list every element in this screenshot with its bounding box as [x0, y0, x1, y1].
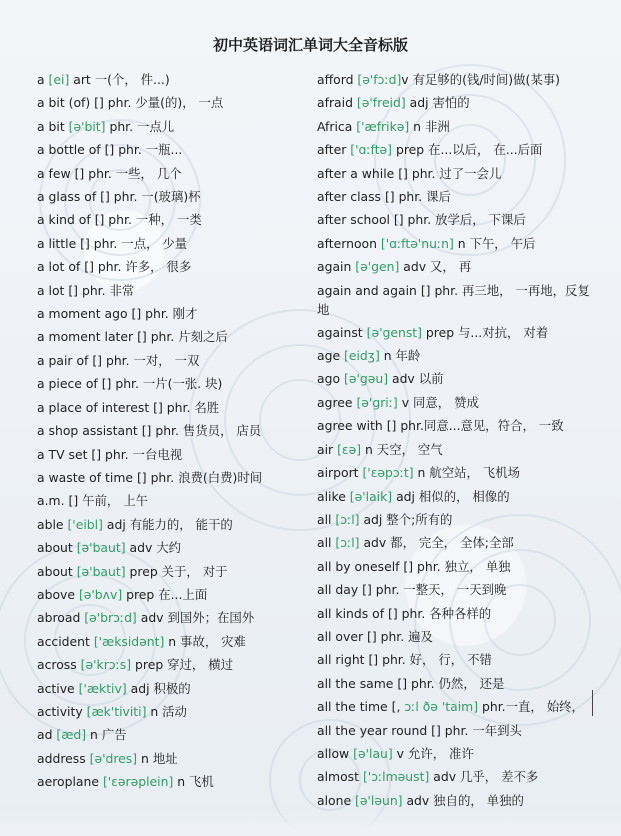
entry-rest: phr. 一点， 少量 — [93, 235, 188, 251]
entry-word: all the year round [] — [317, 722, 445, 738]
entry-ipa: [eidʒ] — [344, 348, 380, 364]
entry-word: against — [317, 324, 367, 340]
entry-word: almost — [317, 769, 363, 785]
vocab-entry — [37, 255, 299, 278]
entry-word: after school [] — [317, 212, 408, 228]
vocab-entry — [37, 653, 299, 676]
entry-rest: phr. 一对， 一双 — [105, 352, 200, 368]
vocab-entry — [37, 677, 299, 700]
vocab-entry — [317, 138, 599, 161]
entry-word: address — [37, 750, 90, 766]
vocab-entry — [37, 489, 299, 512]
entry-rest: adv 到国外；在国外 — [136, 610, 255, 626]
vocab-entry — [317, 91, 599, 114]
entry-ipa: [ə'griː] — [356, 394, 398, 410]
entry-ipa: [ə'dres] — [89, 750, 138, 766]
entry-ipa: [ə'ləun] — [355, 792, 403, 808]
entry-rest: phr. 仍然， 还是 — [410, 675, 505, 691]
entry-rest: n 事故， 灾难 — [164, 633, 246, 649]
entry-ipa: [ɔːl] — [335, 535, 360, 551]
entry-word: a moment later [] — [37, 329, 151, 345]
page-title: 初中英语词汇单词大全音标版 — [212, 36, 408, 54]
entry-rest: prep 关于， 对于 — [125, 563, 228, 579]
entry-ipa: [ə'gen] — [355, 259, 400, 275]
entry-ipa: ['ɛərəplein] — [102, 774, 174, 790]
right-column — [317, 68, 599, 812]
entry-ipa: ['æksidənt] — [93, 633, 165, 649]
entry-ipa: [ə'bit] — [68, 118, 106, 134]
entry-word: a kind of [] — [37, 212, 109, 228]
entry-ipa: [ɛə] — [337, 441, 362, 457]
vocab-entry — [37, 372, 299, 395]
entry-word: all — [317, 511, 336, 527]
vocab-entry — [317, 208, 599, 231]
vocab-entry — [37, 700, 299, 723]
entry-word: all the time [, — [317, 699, 405, 715]
entry-word: a lot of [] — [37, 259, 98, 275]
vocab-entry — [37, 325, 299, 348]
entry-rest: v 同意， 赞成 — [397, 394, 479, 410]
vocab-entry — [37, 185, 299, 208]
entry-rest: n 非洲 — [409, 118, 450, 134]
entry-word: all the same [] — [317, 675, 411, 691]
entry-word: all over [] — [317, 628, 381, 644]
entry-rest: phr. 非常 — [81, 282, 135, 298]
entry-word: a few [] — [37, 165, 89, 181]
vocab-entry — [317, 115, 599, 138]
entry-rest: phr. 刚才 — [145, 306, 198, 322]
entry-word: a — [37, 72, 49, 87]
entry-word: airport — [317, 465, 363, 481]
entry-rest: prep 穿过， 横过 — [131, 657, 234, 673]
entry-word: agree with [] — [317, 418, 401, 434]
entry-ipa: [ə'brɔːd] — [84, 610, 137, 626]
entry-word: all day [] — [317, 582, 376, 598]
entry-ipa: [ei] — [48, 72, 70, 87]
entry-rest: adv 独自的， 单独的 — [402, 792, 524, 808]
entry-rest: phr. 一瓶... — [118, 142, 183, 158]
entry-rest: phr. 浪费(白费)时间 — [150, 469, 263, 485]
entry-rest: phr. 过了一会儿 — [411, 165, 502, 181]
entry-rest: phr. 遍及 — [380, 628, 433, 644]
entry-rest: n 航空站， 飞机场 — [413, 465, 520, 481]
vocab-entry — [317, 672, 599, 695]
vocab-entry — [317, 648, 599, 671]
entry-rest: phr. 一整天， 一天到晚 — [375, 582, 507, 598]
entry-rest: phr. 一(玻璃)杯 — [113, 189, 201, 205]
vocab-entry — [317, 321, 599, 344]
entry-ipa: [æk'tiviti] — [86, 703, 147, 719]
vocab-entry — [37, 68, 299, 91]
entry-ipa: [ə'fɔːd] — [357, 72, 402, 87]
entry-rest: adv 都， 完全， 全体;全部 — [359, 535, 514, 551]
entry-word: again and again [] — [317, 282, 435, 298]
entry-rest: phr. 放学后， 下课后 — [407, 212, 526, 228]
entry-word: a waste of time [] — [37, 469, 151, 485]
vocab-entry — [37, 560, 299, 583]
entry-rest: phr. 独立， 单独 — [417, 558, 511, 574]
vocab-entry — [317, 185, 599, 208]
entry-rest: phr. 片刻之后 — [150, 329, 228, 345]
vocab-entry — [317, 719, 599, 742]
entry-word: agree — [317, 394, 357, 410]
entry-rest: phr. 一点儿 — [105, 118, 175, 134]
entry-rest: phr. 许多， 很多 — [97, 259, 192, 275]
entry-word: a bottle of [] — [37, 142, 119, 158]
entry-word: about — [37, 563, 77, 579]
entry-rest: phr. 名胜 — [166, 399, 220, 415]
entry-word: a shop assistant [] — [37, 423, 156, 439]
cursor-divider — [592, 690, 593, 716]
vocab-entry — [317, 367, 599, 390]
entry-rest: adj 害怕的 — [405, 95, 470, 111]
entry-word: after class [] — [317, 189, 399, 205]
entry-word: all kinds of [] — [317, 605, 402, 621]
entry-word: afford — [317, 72, 358, 87]
entry-word: again — [317, 259, 356, 275]
vocab-entry — [37, 606, 299, 629]
entry-word: a moment ago [] — [37, 306, 146, 322]
entry-word: afternoon — [317, 235, 381, 251]
vocab-entry — [317, 438, 599, 461]
vocab-entry — [37, 115, 299, 138]
entry-rest: phr. 一台电视 — [105, 446, 183, 462]
entry-ipa: [ɔːl] — [335, 511, 360, 527]
vocab-entry — [37, 232, 299, 255]
entry-rest: 午前， 上午 — [82, 493, 148, 509]
entry-word: alike — [317, 488, 350, 504]
vocab-entry — [37, 279, 299, 302]
entry-word: all right [] — [317, 652, 383, 668]
vocab-entry — [37, 723, 299, 746]
entry-word: active — [37, 680, 79, 696]
entry-word: all by oneself [] — [317, 558, 418, 574]
entry-word: a piece of [] — [37, 376, 116, 392]
entry-rest: phr. 一片(一张. 块) — [115, 376, 223, 392]
entry-word: able — [37, 516, 68, 532]
vocab-entry — [37, 302, 299, 325]
entry-word: a lot [] — [37, 282, 82, 298]
entry-word: about — [37, 540, 77, 556]
entry-ipa: [æd] — [56, 727, 87, 743]
vocab-entry — [317, 765, 599, 788]
entry-ipa: [ə'laik] — [349, 488, 393, 504]
vocab-entry — [37, 396, 299, 419]
vocab-entry — [317, 255, 599, 278]
vocab-entry — [37, 513, 299, 536]
entry-word: Africa — [317, 118, 357, 134]
entry-word: a glass of [] — [37, 189, 114, 205]
vocab-entry — [37, 770, 299, 793]
entry-ipa: [ə'lau] — [353, 745, 393, 761]
entry-rest: n 下午， 午后 — [453, 235, 536, 251]
entry-ipa: ['ɑːftə'nuːn] — [380, 235, 454, 251]
entry-ipa: [ə'genst] — [366, 324, 422, 340]
vocab-entry — [317, 162, 599, 185]
entry-ipa: [ə'freid] — [356, 95, 406, 111]
entry-rest: adv 又， 再 — [399, 259, 472, 275]
entry-rest: adj 积极的 — [126, 680, 191, 696]
vocab-entry — [317, 789, 599, 812]
entry-rest: phr. 再三地， 一再地，反复地 — [317, 282, 590, 317]
vocab-entry — [317, 414, 599, 437]
entry-rest: adv 几乎， 差不多 — [429, 769, 539, 785]
entry-word: all — [317, 535, 336, 551]
entry-rest: adj 相似的， 相像的 — [392, 488, 510, 504]
entry-rest: v 有足够的(钱/时间)做(某事) — [401, 72, 560, 87]
entry-word: after — [317, 142, 351, 158]
entry-word: a place of interest [] — [37, 399, 167, 415]
entry-word: air — [317, 441, 338, 457]
entry-rest: adv 以前 — [388, 371, 444, 387]
vocab-entry — [317, 344, 599, 367]
entry-word: a.m. [] — [37, 493, 83, 509]
vocab-entry — [317, 695, 599, 718]
vocab-entry — [317, 232, 599, 255]
entry-word: above — [37, 586, 79, 602]
entry-ipa: [ə'baut] — [76, 563, 126, 579]
entry-rest: phr. 一种， 一类 — [108, 212, 202, 228]
entry-word: accident — [37, 633, 94, 649]
vocab-entry — [317, 531, 599, 554]
entry-rest: phr. 少量(的)， 一点 — [107, 95, 224, 111]
vocab-entry — [317, 555, 599, 578]
vocab-entry — [317, 578, 599, 601]
entry-word: allow — [317, 745, 354, 761]
entry-rest: phr.一直， 始终， — [478, 699, 584, 715]
entry-ipa: ['eibl] — [67, 516, 103, 532]
entry-rest: prep 在...以后， 在...后面 — [392, 142, 543, 158]
entry-rest: phr. 课后 — [398, 189, 451, 205]
entry-rest: n 年龄 — [379, 348, 421, 364]
entry-rest: phr. 各种各样的 — [401, 605, 492, 621]
entry-ipa: [ə'baut] — [76, 540, 126, 556]
entry-ipa: [ə'bʌv] — [78, 586, 123, 602]
entry-ipa: [ə'krɔːs] — [80, 657, 132, 673]
entry-word: ago — [317, 371, 344, 387]
entry-word: a bit — [37, 118, 69, 134]
entry-rest: n 广告 — [86, 727, 127, 743]
vocab-entry — [317, 602, 599, 625]
entry-word: after a while [] — [317, 165, 412, 181]
entry-word: across — [37, 657, 81, 673]
entry-rest: adj 有能力的， 能干的 — [102, 516, 233, 532]
vocab-entry — [37, 630, 299, 653]
entry-rest: adv 大约 — [125, 540, 182, 556]
entry-rest: prep 与...对抗， 对着 — [421, 324, 549, 340]
entry-ipa: ['æktiv] — [78, 680, 127, 696]
entry-rest: adj 整个;所有的 — [359, 511, 453, 527]
vocab-entry — [317, 625, 599, 648]
entry-ipa: ['æfrikə] — [356, 118, 410, 134]
bottom-fade — [0, 810, 621, 836]
vocab-entry — [317, 485, 599, 508]
vocab-entry — [317, 742, 599, 765]
vocab-entry — [37, 466, 299, 489]
vocab-entry — [317, 279, 599, 321]
entry-ipa: ɔːl ðə 'taim] — [404, 699, 479, 715]
vocab-entry — [37, 138, 299, 161]
entry-word: alone — [317, 792, 356, 808]
entry-rest: phr. 一年到头 — [444, 722, 522, 738]
entry-word: a little [] — [37, 235, 94, 251]
entry-ipa: [ə'gəu] — [343, 371, 389, 387]
entry-rest: n 飞机 — [173, 774, 214, 790]
entry-rest: phr. 好， 行， 不错 — [382, 652, 492, 668]
vocab-entry — [37, 419, 299, 442]
entry-rest: phr. 一些， 几个 — [88, 165, 182, 181]
entry-word: activity — [37, 703, 87, 719]
entry-rest: v 允许， 准许 — [392, 745, 474, 761]
vocab-entry — [37, 208, 299, 231]
entry-word: aeroplane — [37, 774, 103, 790]
vocab-entry — [37, 747, 299, 770]
vocab-entry — [37, 349, 299, 372]
entry-word: afraid — [317, 95, 357, 111]
entry-rest: phr.同意...意见，符合， 一致 — [400, 418, 564, 434]
entry-word: ad — [37, 727, 57, 743]
entry-rest: phr. 售货员， 店员 — [155, 423, 262, 439]
entry-word: age — [317, 348, 345, 364]
entry-word: a bit (of) [] — [37, 95, 108, 111]
entry-rest: prep 在...上面 — [122, 586, 208, 602]
vocab-entry — [37, 91, 299, 114]
vocab-entry — [317, 391, 599, 414]
vocab-entry — [37, 443, 299, 466]
entry-word: a pair of [] — [37, 352, 106, 368]
entry-rest: n 活动 — [146, 703, 187, 719]
vocab-entry — [317, 461, 599, 484]
entry-rest: art 一(个， 件...) — [69, 72, 170, 87]
vocab-entry — [37, 162, 299, 185]
entry-ipa: ['ɑːftə] — [350, 142, 393, 158]
vocab-entry — [37, 536, 299, 559]
entry-word: abroad — [37, 610, 85, 626]
vocab-entry — [317, 68, 599, 91]
entry-rest: n 天空， 空气 — [361, 441, 443, 457]
vocab-entry — [37, 583, 299, 606]
vocab-entry — [317, 508, 599, 531]
left-column — [37, 68, 299, 794]
entry-ipa: ['ɔːlməust] — [362, 769, 430, 785]
entry-rest: n 地址 — [137, 750, 178, 766]
entry-word: a TV set [] — [37, 446, 105, 462]
entry-ipa: ['ɛəpɔːt] — [362, 465, 414, 481]
